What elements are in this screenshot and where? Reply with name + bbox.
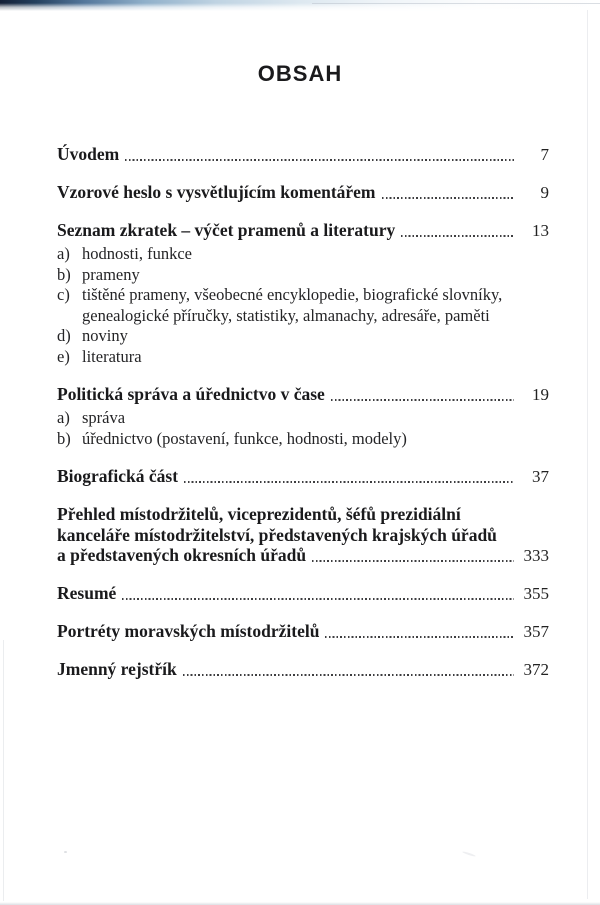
sub-item-marker: c) (57, 285, 70, 304)
toc-entry-prehled-mistodrzitelu (57, 504, 549, 566)
toc-page-number: 13 (532, 221, 549, 240)
scan-edge-artifact-top (0, 0, 600, 11)
toc-page-number: 355 (523, 584, 549, 603)
toc-page-number: 7 (540, 145, 549, 164)
dot-leader (183, 674, 514, 676)
dot-leader (125, 159, 514, 161)
toc-entry-label-line: a představených okresních úřadů (57, 545, 307, 565)
toc-entry-label: Biografická část (57, 466, 179, 486)
scan-speck (64, 851, 67, 853)
toc-page-number: 333 (523, 546, 549, 565)
sub-item-text: hodnosti, funkce (82, 244, 192, 263)
toc-page-number: 9 (540, 183, 549, 202)
toc-entry-label: Jmenný rejstřík (57, 659, 177, 679)
toc-sub-list (57, 408, 549, 449)
sub-item-marker: a) (57, 244, 70, 263)
dot-leader (401, 235, 514, 237)
sub-item-text: prameny (82, 264, 140, 284)
toc-sub-item (57, 265, 549, 286)
toc-entry-label: Seznam zkratek – výčet pramenů a literatury (57, 220, 396, 240)
toc-page-number: 19 (532, 385, 549, 404)
toc-page-number: 357 (523, 622, 549, 641)
sub-item-text: správa (82, 408, 126, 427)
toc-entry-label-line: Přehled místodržitelů, viceprezidentů, šéfů prezidiální (57, 504, 461, 524)
toc-sub-item (57, 285, 549, 326)
sub-item-text: literatura (82, 346, 142, 366)
toc-entry-uvodem (57, 144, 549, 165)
dot-leader (184, 481, 514, 483)
sub-item-marker: d) (57, 326, 71, 345)
toc-entry-label: Úvodem (57, 144, 120, 164)
toc-sub-item (57, 244, 549, 265)
toc-page-number: 372 (523, 660, 549, 679)
toc-sub-item (57, 429, 549, 450)
toc-entry-jmenny-rejstrik (57, 659, 549, 680)
toc-sub-list (57, 244, 549, 367)
dot-leader (382, 197, 514, 199)
toc-entry-seznam-zkratek (57, 220, 549, 367)
dot-leader (122, 598, 514, 600)
page-title: OBSAH (257, 61, 343, 86)
toc-entry-label: Portréty moravských místodržitelů (57, 621, 320, 641)
sub-item-marker: b) (57, 428, 71, 448)
toc-page-number: 37 (532, 467, 549, 486)
toc-entry-portrety (57, 621, 549, 642)
toc-entry-resume (57, 583, 549, 604)
sub-item-marker: a) (57, 408, 70, 427)
toc-sub-item (57, 326, 549, 347)
scan-hairline-top (312, 3, 600, 4)
sub-item-text: noviny (82, 326, 128, 345)
sub-item-marker: b) (57, 264, 71, 284)
toc-entry-politicka-sprava (57, 384, 549, 449)
dot-leader (312, 560, 514, 562)
sub-item-text: úřednictvo (postavení, funkce, hodnosti, modely) (82, 428, 407, 448)
toc-sub-item (57, 408, 549, 429)
sub-item-marker: e) (57, 346, 70, 366)
toc-entry-label: Vzorové heslo s vysvětlujícím komentářem (57, 182, 376, 202)
dot-leader (325, 636, 514, 638)
sub-item-text: tištěné prameny, všeobecné encyklopedie, biografické slovníky, genealogické příručky, statistiky, almanachy, adresáře, paměti (82, 285, 503, 325)
scan-hairline-right (587, 10, 588, 899)
toc-entry-label: Politická správa a úřednictvo v čase (57, 384, 325, 404)
table-of-contents (57, 144, 549, 680)
dot-leader (331, 399, 514, 401)
scan-hairline-left (3, 640, 4, 901)
scan-speck (462, 851, 476, 857)
toc-entry-label-line: kanceláře místodržitelství, představených krajských úřadů (57, 524, 497, 545)
toc-entry-vzorove-heslo (57, 182, 549, 203)
toc-sub-item (57, 347, 549, 368)
toc-entry-biograficka-cast (57, 466, 549, 487)
toc-entry-label: Resumé (57, 583, 117, 603)
